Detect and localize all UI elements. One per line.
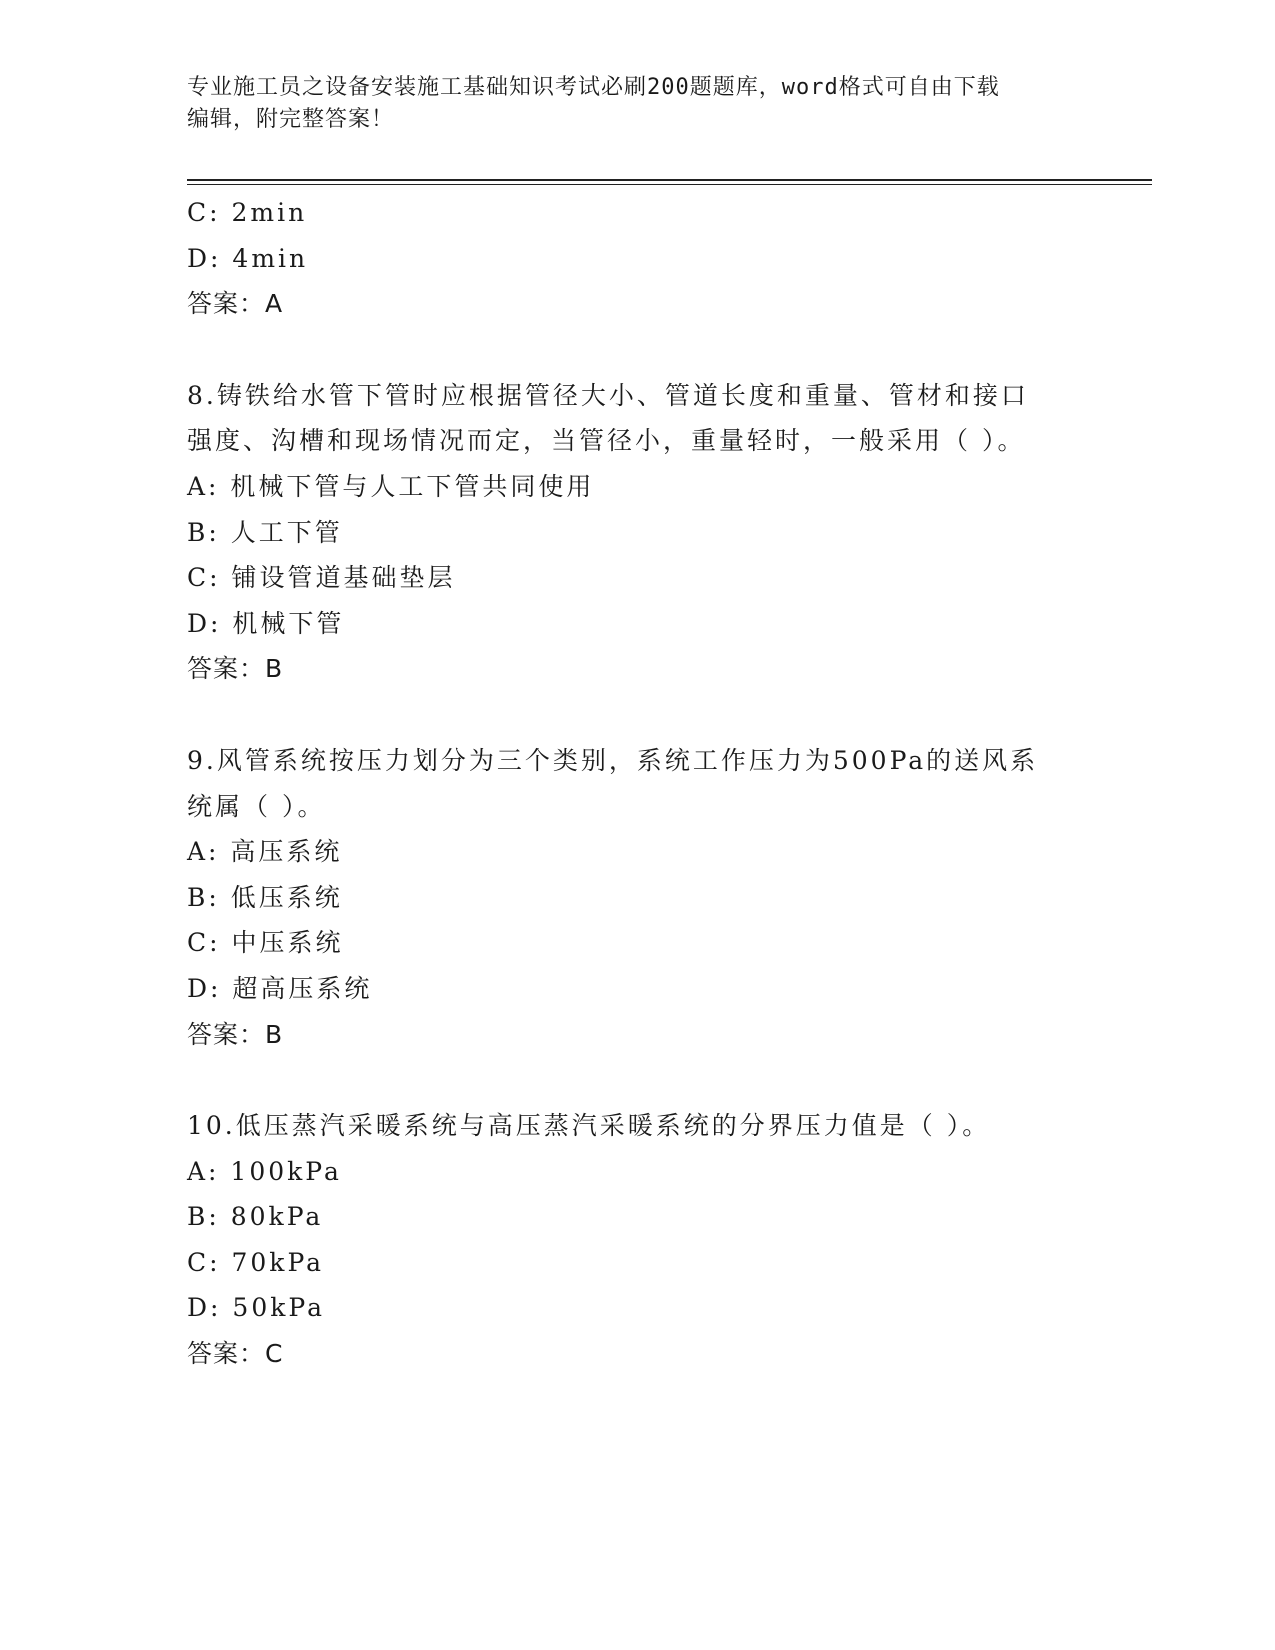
header-divider-thin	[187, 184, 1152, 185]
q8-option-d: D: 机械下管	[187, 608, 345, 638]
q9-option-a: A: 高压系统	[187, 837, 343, 867]
q9-stem-line-1: 9.风管系统按压力划分为三个类别，系统工作压力为500Pa的送风系	[187, 745, 1039, 775]
q10-stem-line-1: 10.低压蒸汽采暖系统与高压蒸汽采暖系统的分界压力值是（ ）。	[187, 1111, 991, 1141]
document-header	[187, 72, 1087, 136]
question-7-tail	[187, 190, 1087, 327]
q8-option-a: A: 机械下管与人工下管共同使用	[187, 471, 595, 501]
q8-option-c: C: 铺设管道基础垫层	[187, 563, 456, 593]
q8-answer: 答案：B	[187, 654, 284, 684]
question-9	[187, 738, 1087, 1057]
q7-answer: 答案：A	[187, 289, 284, 319]
question-spacer	[187, 692, 1087, 738]
q10-answer: 答案：C	[187, 1339, 284, 1369]
q10-option-d: D: 50kPa	[187, 1293, 325, 1323]
q8-stem-line-1: 8.铸铁给水管下管时应根据管径大小、管道长度和重量、管材和接口	[187, 380, 1029, 410]
q8-stem-line-2: 强度、沟槽和现场情况而定，当管径小，重量轻时，一般采用（ ）。	[187, 426, 1026, 456]
header-title-line-1: 专业施工员之设备安装施工基础知识考试必刷200题题库，word格式可自由下载	[187, 75, 1000, 100]
q9-answer: 答案：B	[187, 1019, 284, 1049]
q7-option-d: D: 4min	[187, 243, 309, 273]
question-8	[187, 373, 1087, 692]
q9-option-b: B: 低压系统	[187, 882, 343, 912]
q7-option-c: C: 2min	[187, 198, 308, 227]
q8-option-b: B: 人工下管	[187, 517, 343, 547]
q10-option-b: B: 80kPa	[187, 1202, 324, 1232]
question-spacer	[187, 1057, 1087, 1103]
q9-option-d: D: 超高压系统	[187, 973, 373, 1003]
q10-option-c: C: 70kPa	[187, 1247, 325, 1277]
q9-stem-line-2: 统属（ ）。	[187, 791, 326, 821]
question-list	[187, 190, 1087, 1377]
header-title-line-2: 编辑，附完整答案！	[187, 107, 395, 132]
header-divider-thick	[187, 179, 1152, 181]
question-spacer	[187, 327, 1087, 373]
q10-option-a: A: 100kPa	[187, 1156, 342, 1186]
q9-option-c: C: 中压系统	[187, 928, 344, 958]
question-10	[187, 1103, 1087, 1377]
